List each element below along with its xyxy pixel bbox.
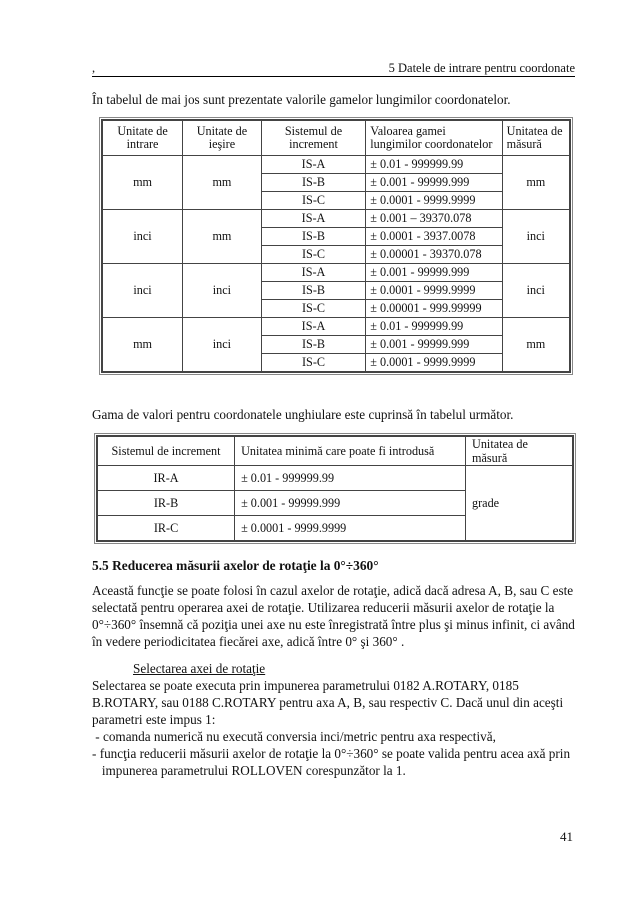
paragraph-line: 0°÷360° însemnă că poziţia unei axe nu este înregistrată între plus şi minus infinit, ci având xyxy=(92,617,575,632)
increment-cell: IS-A xyxy=(261,264,366,282)
page-number: 41 xyxy=(560,829,573,844)
range-cell: ± 0.00001 - 999.99999 xyxy=(366,300,502,318)
input-unit-cell: mm xyxy=(102,318,183,373)
section-heading: 5.5 Reducerea măsurii axelor de rotaţie la 0°÷360° xyxy=(92,558,379,573)
col-header-increment-system: Sistemul de increment xyxy=(97,436,235,466)
increment-cell: IS-B xyxy=(261,282,366,300)
increment-cell: IR-C xyxy=(97,516,235,542)
col-header-unit: Unitatea de măsură xyxy=(466,436,573,466)
col-header-min-unit: Unitatea minimă care poate fi introdusă xyxy=(235,436,466,466)
angular-ranges-table xyxy=(96,435,574,542)
paragraph-line: în vedere periodicitatea fiecărei axe, adică între 0° şi 360° . xyxy=(92,634,405,649)
paragraph-line: B.ROTARY, sau 0188 C.ROTARY pentru axa A, B, sau respectiv C. Dacă unul din aceşti xyxy=(92,695,564,710)
col-header-unit: Unitatea de măsură xyxy=(502,120,570,156)
range-cell: ± 0.00001 - 39370.078 xyxy=(366,246,502,264)
angular-paragraph: Gama de valori pentru coordonatele unghiulare este cuprinsă în tabelul următor. xyxy=(92,407,514,422)
input-unit-cell: mm xyxy=(102,156,183,210)
output-unit-cell: mm xyxy=(183,210,262,264)
range-cell: ± 0.001 – 39370.078 xyxy=(366,210,502,228)
range-cell: ± 0.01 - 999999.99 xyxy=(366,318,502,336)
increment-cell: IR-A xyxy=(97,466,235,491)
output-unit-cell: inci xyxy=(183,318,262,373)
increment-cell: IS-A xyxy=(261,318,366,336)
increment-cell: IS-B xyxy=(261,336,366,354)
range-cell: ± 0.001 - 99999.999 xyxy=(366,336,502,354)
paragraph-axis-selection xyxy=(92,677,570,779)
increment-cell: IS-B xyxy=(261,228,366,246)
range-cell: ± 0.0001 - 9999.9999 xyxy=(366,282,502,300)
paragraph-line: - comanda numerică nu execută conversia inci/metric pentru axa respectivă, xyxy=(92,729,496,744)
output-unit-cell: mm xyxy=(183,156,262,210)
paragraph-line: - funcţia reducerii măsurii axelor de rotaţie la 0°÷360° se poate valida pentru acea axă prin xyxy=(92,746,571,761)
table-row xyxy=(102,210,570,228)
paragraph-line: selectată pentru operarea axei de rotaţie. Utilizarea reducerii măsurii axelor de rotaţie la xyxy=(92,600,555,615)
increment-cell: IS-A xyxy=(261,156,366,174)
output-unit-cell: inci xyxy=(183,264,262,318)
increment-cell: IS-A xyxy=(261,210,366,228)
header-left: , xyxy=(92,61,96,75)
increment-cell: IS-C xyxy=(261,354,366,373)
increment-cell: IS-C xyxy=(261,192,366,210)
range-cell: ± 0.001 - 99999.999 xyxy=(235,491,466,516)
paragraph-line: Selectarea se poate executa prin impunerea parametrului 0182 A.ROTARY, 0185 xyxy=(92,678,519,693)
table-header-row xyxy=(97,436,573,466)
range-cell: ± 0.01 - 999999.99 xyxy=(366,156,502,174)
paragraph-rotation-reduction xyxy=(92,582,575,650)
running-header xyxy=(92,62,575,77)
col-header-increment-system: Sistemul de increment xyxy=(261,120,366,156)
increment-cell: IS-C xyxy=(261,300,366,318)
unit-cell: mm xyxy=(502,318,570,373)
table-header-row xyxy=(102,120,570,156)
subheading-axis-selection: Selectarea axei de rotaţie xyxy=(133,661,266,676)
paragraph-line: Această funcţie se poate folosi în cazul axelor de rotaţie, adică dacă adresa A, B, sau C este xyxy=(92,583,574,598)
increment-cell: IR-B xyxy=(97,491,235,516)
intro-paragraph: În tabelul de mai jos sunt prezentate valorile gamelor lungimilor coordonatelor. xyxy=(92,92,511,107)
unit-cell: mm xyxy=(502,156,570,210)
col-header-range: Valoarea gamei lungimilor coordonatelor xyxy=(366,120,502,156)
range-cell: ± 0.0001 - 9999.9999 xyxy=(366,192,502,210)
unit-cell: inci xyxy=(502,210,570,264)
range-cell: ± 0.01 - 999999.99 xyxy=(235,466,466,491)
unit-cell: inci xyxy=(502,264,570,318)
increment-cell: IS-B xyxy=(261,174,366,192)
table-row xyxy=(102,264,570,282)
table-row xyxy=(102,318,570,336)
header-title: 5 Datele de intrare pentru coordonate xyxy=(388,61,575,75)
paragraph-line: impunerea parametrului ROLLOVEN corespunzător la 1. xyxy=(92,763,406,778)
range-cell: ± 0.0001 - 9999.9999 xyxy=(366,354,502,373)
range-cell: ± 0.001 - 99999.999 xyxy=(366,174,502,192)
range-cell: ± 0.0001 - 3937.0078 xyxy=(366,228,502,246)
table-row xyxy=(102,156,570,174)
range-cell: ± 0.001 - 99999.999 xyxy=(366,264,502,282)
input-unit-cell: inci xyxy=(102,210,183,264)
coordinate-ranges-table xyxy=(101,119,571,373)
increment-cell: IS-C xyxy=(261,246,366,264)
table-row xyxy=(97,466,573,491)
paragraph-line: parametri este impus 1: xyxy=(92,712,216,727)
col-header-input-unit: Unitate de intrare xyxy=(102,120,183,156)
unit-cell: grade xyxy=(466,466,573,542)
range-cell: ± 0.0001 - 9999.9999 xyxy=(235,516,466,542)
input-unit-cell: inci xyxy=(102,264,183,318)
col-header-output-unit: Unitate de ieşire xyxy=(183,120,262,156)
